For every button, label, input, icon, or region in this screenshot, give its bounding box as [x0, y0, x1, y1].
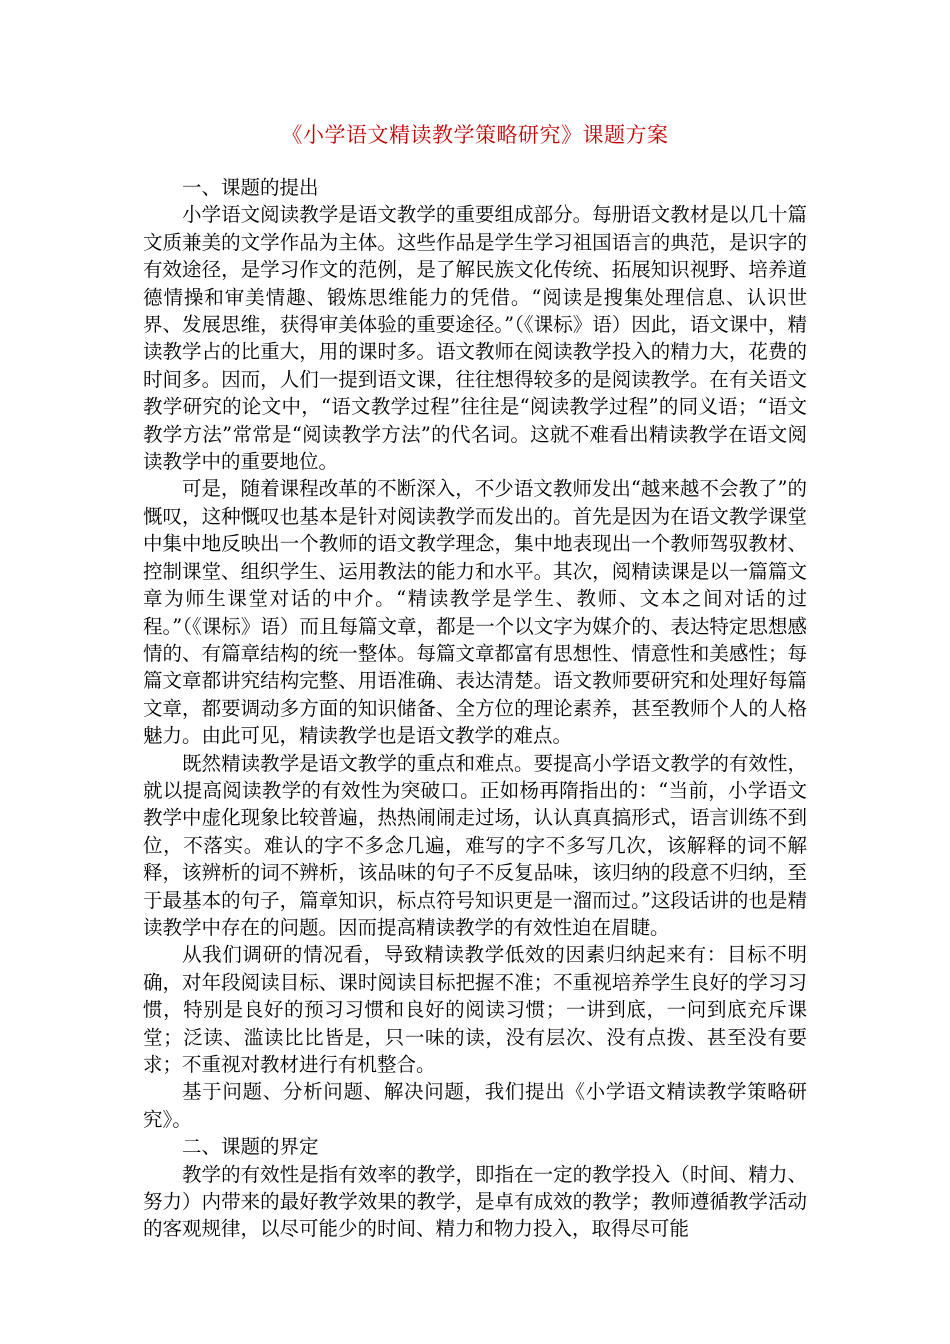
paragraph: 小学语文阅读教学是语文教学的重要组成部分。每册语文教材是以几十篇文质兼美的文学作品为主体。这些作品是学生学习祖国语言的典范，是识字的有效途径，是学习作文的范例，是了解民族文化传统、拓展知识视野、培养道德情操和审美情趣、锻炼思维能力的凭借。“阅读是搜集处理信息、认识世界、发展思维，获得审美体验的重要途径。”（《课标》语）因此，语文课中，精读教学占的比重大，用的课时多。语文教师在阅读教学投入的精力大，花费的时间多。因而，人们一提到语文课，往往想得较多的是阅读教学。在有关语文教学研究的论文中，“语文教学过程”往往是“阅读教学过程”的同义语；“语文教学方法”常常是“阅读教学方法”的代名词。这就不难看出精读教学在语文阅读教学中的重要地位。 — [143, 203, 807, 474]
paragraph: 基于问题、分析问题、解决问题，我们提出《小学语文精读教学策略研究》。 — [143, 1080, 807, 1131]
document-title: 《小学语文精读教学策略研究》课题方案 — [281, 123, 669, 147]
paragraph: 既然精读教学是语文教学的重点和难点。要提高小学语文教学的有效性，就以提高阅读教学的有效性为突破口。正如杨再隋指出的：“当前，小学语文教学中虚化现象比较普遍，热热闹闹走过场，认认真真搞形式，语言训练不到位，不落实。难认的字不多念几遍，难写的字不多写几次，该解释的词不解释，该辨析的词不辨析，该品味的句子不反复品味，该归纳的段意不归纳，至于最基本的句子，篇章知识，标点符号知识更是一溜而过。”这段话讲的也是精读教学中存在的问题。因而提高精读教学的有效性迫在眉睫。 — [143, 751, 807, 939]
document-body — [143, 174, 807, 1243]
paragraph: 可是，随着课程改革的不断深入，不少语文教师发出“越来越不会教了”的慨叹，这种慨叹也基本是针对阅读教学而发出的。首先是因为在语文教学课堂中集中地反映出一个教师的语文教学理念，集中地表现出一个教师驾驭教材、控制课堂、组织学生、运用教法的能力和水平。其次，阅精读课是以一篇篇文章为师生课堂对话的中介。“精读教学是学生、教师、文本之间对话的过程。”（《课标》语）而且每篇文章，都是一个以文字为媒介的、表达特定思想感情的、有篇章结构的统一整体。每篇文章都富有思想性、情意性和美感性；每篇文章都讲究结构完整、用语准确、表达清楚。语文教师要研究和处理好每篇文章，都要调动多方面的知识储备、全方位的理论素养，甚至教师个人的人格魅力。由此可见，精读教学也是语文教学的难点。 — [143, 477, 807, 748]
section-heading: 一、课题的提出 — [182, 176, 319, 199]
section-heading: 二、课题的界定 — [182, 1135, 319, 1159]
paragraph: 从我们调研的情况看，导致精读教学低效的因素归纳起来有：目标不明确，对年段阅读目标、课时阅读目标把握不准；不重视培养学生良好的学习习惯，特别是良好的预习习惯和良好的阅读习惯；一讲到底，一问到底充斥课堂；泛读、滥读比比皆是，只一味的读，没有层次、没有点拨、甚至没有要求；不重视对教材进行有机整合。 — [143, 943, 807, 1076]
paragraph: 教学的有效性是指有效率的教学，即指在一定的教学投入（时间、精力、努力）内带来的最好教学效果的教学，是卓有成效的教学；教师遵循教学活动的客观规律，以尽可能少的时间、精力和物力投入，取得尽可能 — [143, 1162, 807, 1241]
